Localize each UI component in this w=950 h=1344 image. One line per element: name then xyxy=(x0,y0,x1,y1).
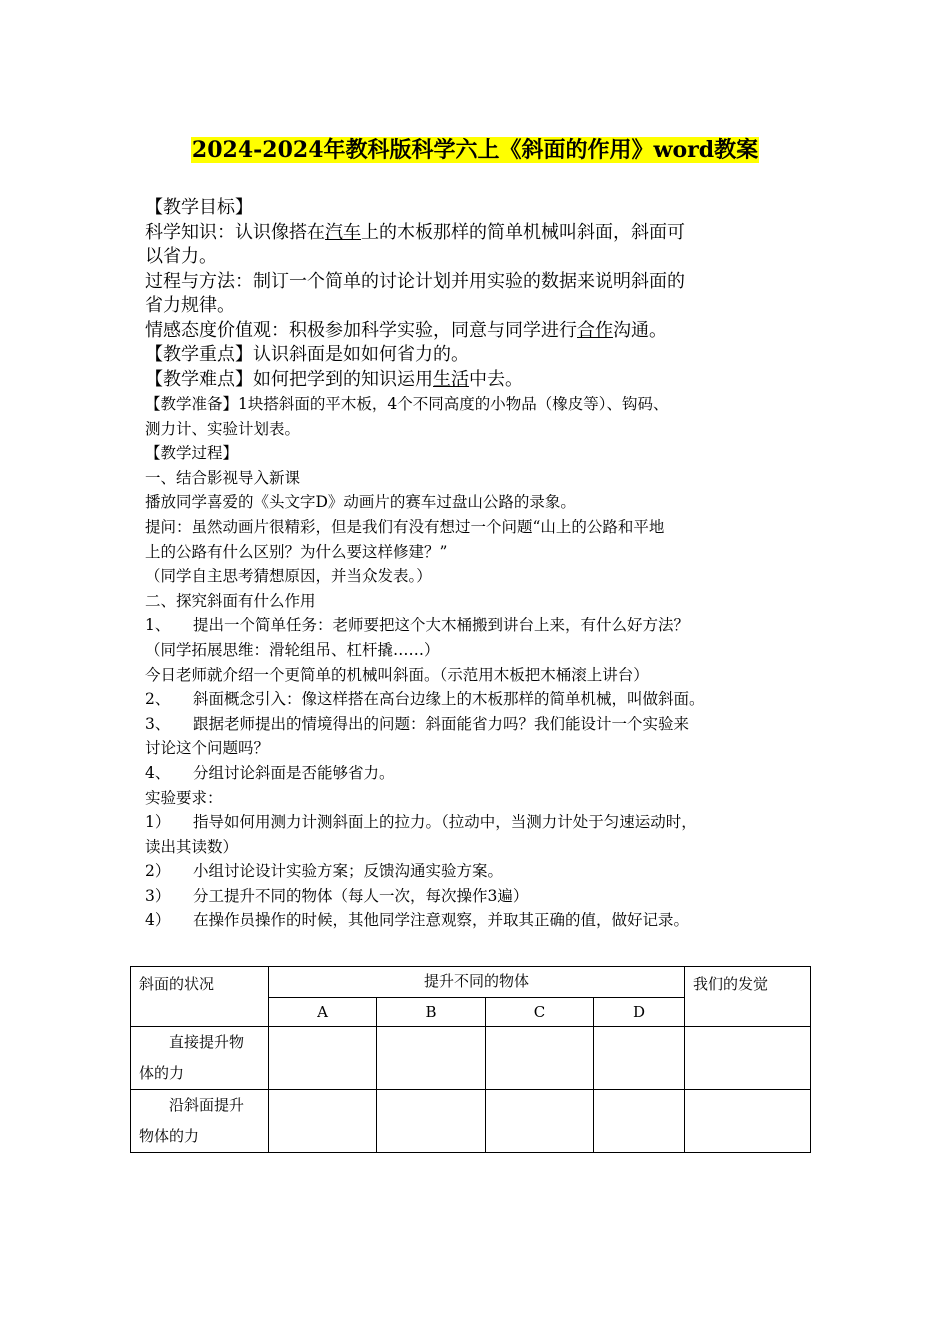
numbered-item: 4） 在操作员操作的时候，其他同学注意观察，并取其正确的值，做好记录。 xyxy=(145,911,690,930)
header-object-a: A xyxy=(269,998,377,1027)
table-cell[interactable] xyxy=(377,1090,486,1153)
section-process-heading: 【教学过程】 xyxy=(145,444,239,463)
preparation-line: 【教学准备】1块搭斜面的平木板，4个不同高度的小物品（橡皮等）、钩码、 xyxy=(145,395,669,413)
paragraph-line: 今日老师就介绍一个更简单的机械叫斜面。（示范用木板把木桶滚上讲台） xyxy=(145,665,649,684)
section-objectives-heading: 【教学目标】 xyxy=(145,197,253,218)
document-title: 2024-2024年教科版科学六上《斜面的作用》word教案 xyxy=(191,137,759,163)
paragraph-line: 讨论这个问题吗？ xyxy=(145,739,270,758)
numbered-item: 2、 斜面概念引入：像这样搭在高台边缘上的木板那样的简单机械，叫做斜面。 xyxy=(145,690,705,709)
table-cell[interactable] xyxy=(594,1090,685,1153)
paragraph-line: 科学知识：认识像搭在汽车上的木板那样的简单机械叫斜面，斜面可 xyxy=(145,221,685,243)
header-object-d: D xyxy=(594,998,685,1027)
header-object-c: C xyxy=(486,998,594,1027)
experiment-record-table xyxy=(130,966,811,1153)
numbered-item: 4、 分组讨论斜面是否能够省力。 xyxy=(145,763,395,782)
row-label-slope: 沿斜面提升 物体的力 xyxy=(131,1090,269,1153)
row-label-direct: 直接提升物 体的力 xyxy=(131,1027,269,1090)
numbered-item: 1、 提出一个简单任务：老师要把这个大木桶搬到讲台上来，有什么好方法？ xyxy=(145,616,690,635)
paragraph-line: 实验要求： xyxy=(145,788,223,807)
paragraph-line: 播放同学喜爱的《头文字D》动画片的赛车过盘山公路的录象。 xyxy=(145,493,576,512)
header-condition: 斜面的状况 xyxy=(131,967,269,1027)
numbered-item: 2） 小组讨论设计实验方案；反馈沟通实验方案。 xyxy=(145,862,504,881)
paragraph-line: 二、探究斜面有什么作用 xyxy=(145,591,316,610)
paragraph-line: 提问：虽然动画片很精彩，但是我们有没有想过一个问题“山上的公路和平地 xyxy=(145,517,665,536)
table-cell[interactable] xyxy=(594,1027,685,1090)
table-cell[interactable] xyxy=(685,1090,811,1153)
paragraph-line: 省力规律。 xyxy=(145,295,235,316)
paragraph-line: 情感态度价值观：积极参加科学实验，同意与同学进行合作沟通。 xyxy=(145,319,667,341)
document-body xyxy=(145,196,825,933)
paragraph-line: （同学自主思考猜想原因，并当众发表。） xyxy=(145,567,432,586)
paragraph-line: 以省力。 xyxy=(145,246,217,267)
underlined-term: 合作 xyxy=(577,319,613,341)
table-row xyxy=(131,1090,811,1153)
header-findings: 我们的发觉 xyxy=(685,967,811,1027)
difficulty-line: 【教学难点】如何把学到的知识运用生活中去。 xyxy=(145,368,523,390)
table-cell[interactable] xyxy=(377,1027,486,1090)
paragraph-line: 读出其读数） xyxy=(145,837,239,856)
paragraph-line: 测力计、实验计划表。 xyxy=(145,419,301,438)
table-cell[interactable] xyxy=(486,1090,594,1153)
table-row xyxy=(131,1027,811,1090)
key-point-line: 【教学重点】认识斜面是如如何省力的。 xyxy=(145,344,469,365)
table-cell[interactable] xyxy=(269,1027,377,1090)
paragraph-line: 过程与方法：制订一个简单的讨论计划并用实验的数据来说明斜面的 xyxy=(145,270,685,292)
paragraph-line: 上的公路有什么区别？为什么要这样修建？” xyxy=(145,542,448,561)
header-object-b: B xyxy=(377,998,486,1027)
numbered-item: 1） 指导如何用测力计测斜面上的拉力。（拉动中，当测力计处于匀速运动时， xyxy=(145,813,697,832)
header-lift-objects: 提升不同的物体 xyxy=(269,967,685,998)
table-cell[interactable] xyxy=(269,1090,377,1153)
underlined-term: 生活 xyxy=(433,368,469,390)
table-cell[interactable] xyxy=(685,1027,811,1090)
paragraph-line: （同学拓展思维：滑轮组吊、杠杆撬……） xyxy=(145,640,440,659)
numbered-item: 3、 跟据老师提出的情境得出的问题：斜面能省力吗？我们能设计一个实验来 xyxy=(145,714,690,733)
table-cell[interactable] xyxy=(486,1027,594,1090)
numbered-item: 3） 分工提升不同的物体（每人一次，每次操作3遍） xyxy=(145,886,529,905)
underlined-term: 汽车 xyxy=(325,221,361,243)
paragraph-line: 一、结合影视导入新课 xyxy=(145,468,301,487)
